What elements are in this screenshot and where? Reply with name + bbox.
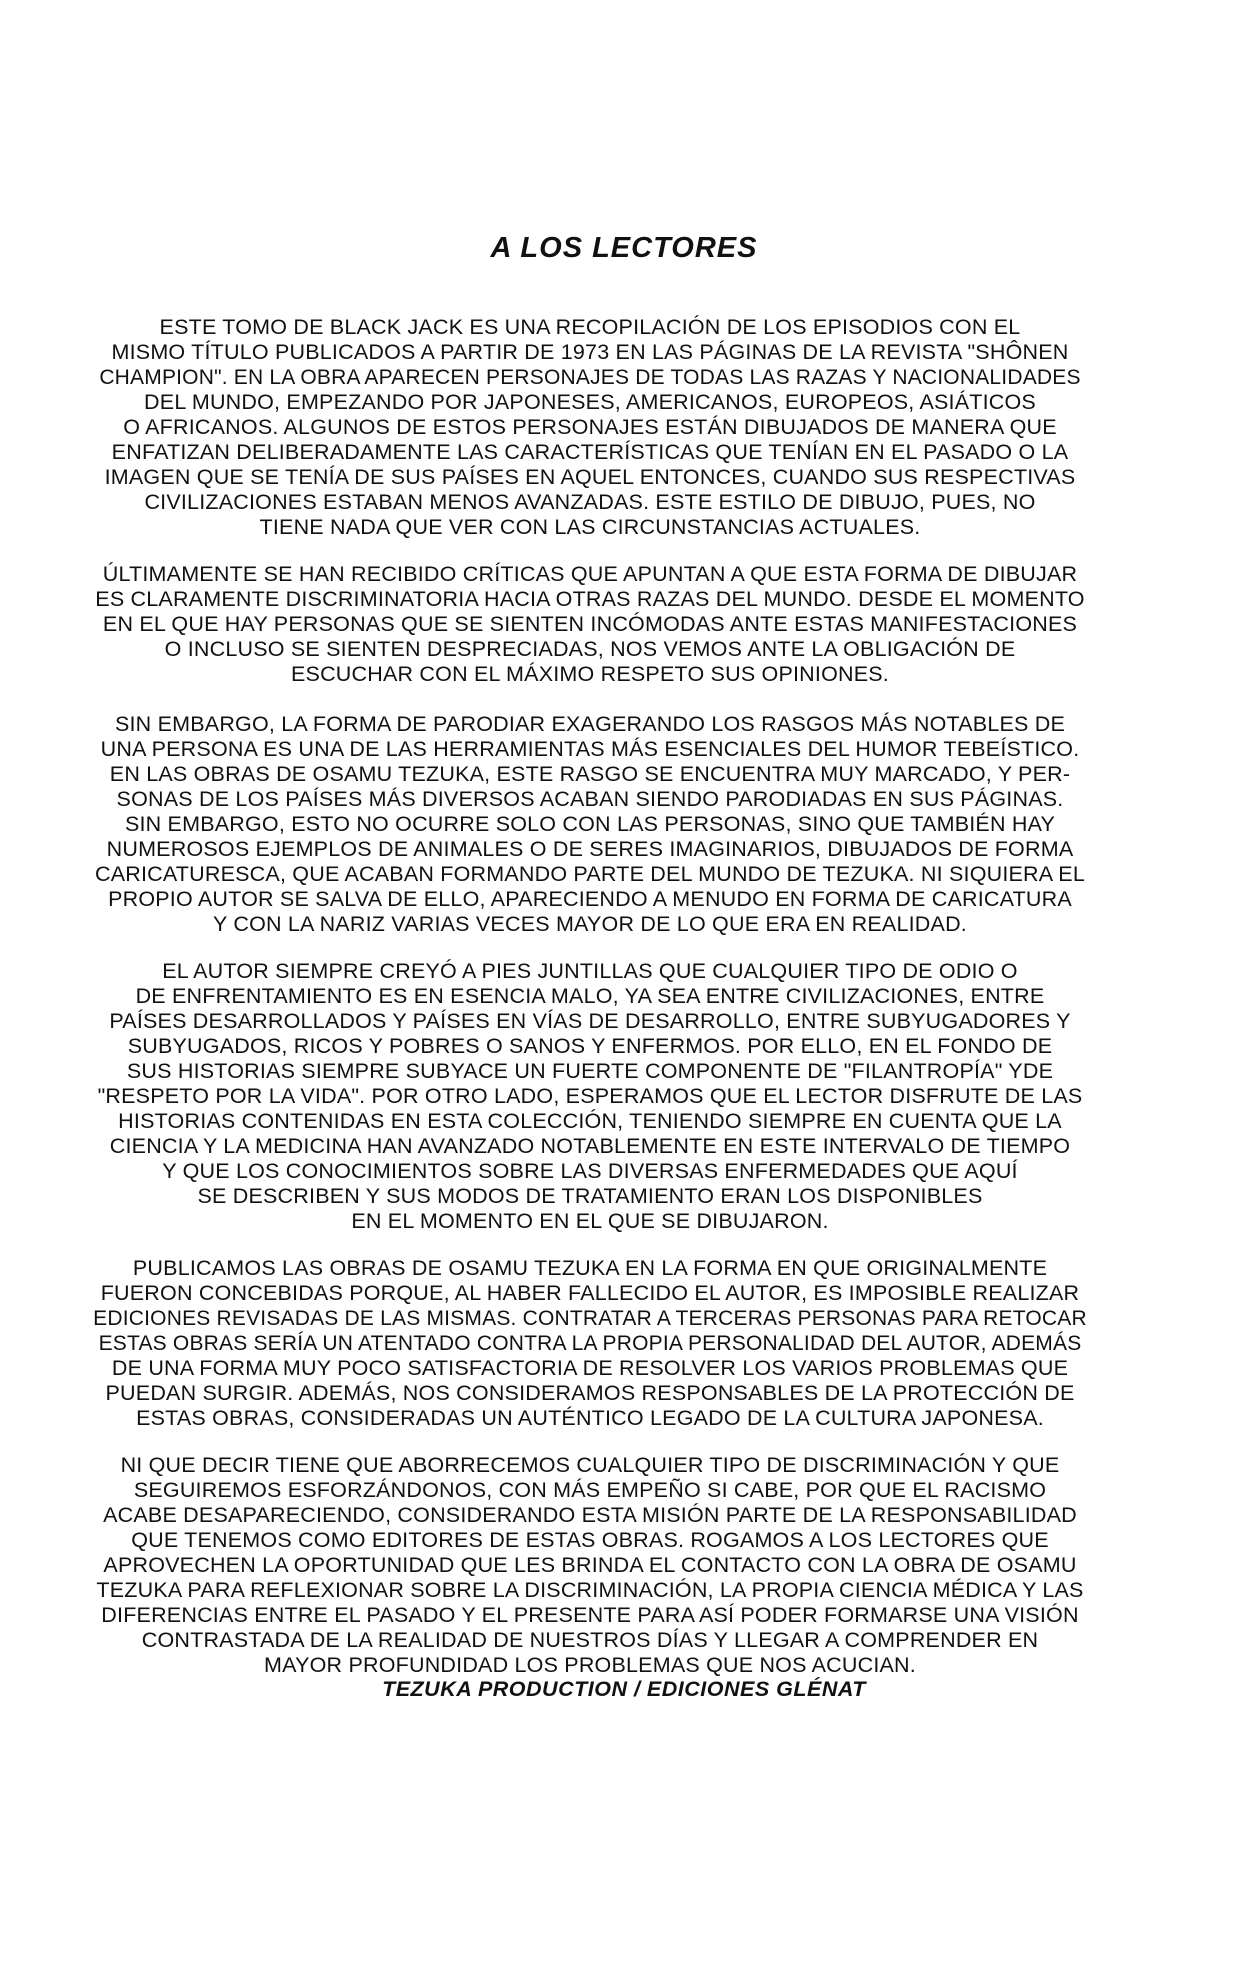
text-line: HISTORIAS CONTENIDAS EN ESTA COLECCIÓN, TENIENDO SIEMPRE EN CUENTA QUE LA	[118, 1109, 1062, 1133]
text-line: SUS HISTORIAS SIEMPRE SUBYACE UN FUERTE COMPONENTE DE "FILANTROPÍA" YDE	[126, 1059, 1054, 1083]
text-line: EN EL QUE HAY PERSONAS QUE SE SIENTEN INCÓMODAS ANTE ESTAS MANIFESTACIONES	[102, 612, 1078, 636]
text-line: DEL MUNDO, EMPEZANDO POR JAPONESES, AMERICANOS, EUROPEOS, ASIÁTICOS	[144, 390, 1036, 414]
text-line: Y CON LA NARIZ VARIAS VECES MAYOR DE LO QUE ERA EN REALIDAD.	[213, 912, 967, 936]
text-line: DE UNA FORMA MUY POCO SATISFACTORIA DE RESOLVER LOS VARIOS PROBLEMAS QUE	[111, 1356, 1069, 1380]
text-line: CONTRASTADA DE LA REALIDAD DE NUESTROS DÍAS Y LLEGAR A COMPRENDER EN	[141, 1628, 1039, 1652]
page-title: A LOS LECTORES	[490, 232, 758, 264]
text-line: ENFATIZAN DELIBERADAMENTE LAS CARACTERÍSTICAS QUE TENÍAN EN EL PASADO O LA	[111, 440, 1069, 464]
text-line: TEZUKA PARA REFLEXIONAR SOBRE LA DISCRIMINACIÓN, LA PROPIA CIENCIA MÉDICA Y LAS	[96, 1578, 1084, 1602]
text-line: MAYOR PROFUNDIDAD LOS PROBLEMAS QUE NOS ACUCIAN.	[264, 1653, 916, 1677]
text-line: PUBLICAMOS LAS OBRAS DE OSAMU TEZUKA EN LA FORMA EN QUE ORIGINALMENTE	[132, 1256, 1048, 1280]
text-line: ESTAS OBRAS SERÍA UN ATENTADO CONTRA LA PROPIA PERSONALIDAD DEL AUTOR, ADEMÁS	[98, 1332, 1082, 1355]
paragraph-1	[90, 315, 1090, 540]
paragraph-5	[90, 1256, 1090, 1431]
text-line: EN EL MOMENTO EN EL QUE SE DIBUJARON.	[351, 1209, 829, 1233]
text-line: O INCLUSO SE SIENTEN DESPRECIADAS, NOS VEMOS ANTE LA OBLIGACIÓN DE	[164, 637, 1016, 661]
text-line: CIVILIZACIONES ESTABAN MENOS AVANZADAS. ESTE ESTILO DE DIBUJO, PUES, NO	[144, 490, 1036, 514]
text-line: UNA PERSONA ES UNA DE LAS HERRAMIENTAS MÁS ESENCIALES DEL HUMOR TEBEÍSTICO.	[100, 737, 1080, 761]
text-line: PROPIO AUTOR SE SALVA DE ELLO, APARECIENDO A MENUDO EN FORMA DE CARICATURA	[108, 887, 1072, 911]
text-line: NI QUE DECIR TIENE QUE ABORRECEMOS CUALQUIER TIPO DE DISCRIMINACIÓN Y QUE	[120, 1453, 1060, 1477]
paragraph-3	[90, 712, 1090, 937]
text-line: SIN EMBARGO, LA FORMA DE PARODIAR EXAGERANDO LOS RASGOS MÁS NOTABLES DE	[114, 712, 1066, 736]
text-line: ESTE TOMO DE BLACK JACK ES UNA RECOPILACIÓN DE LOS EPISODIOS CON EL	[159, 315, 1021, 339]
text-line: MISMO TÍTULO PUBLICADOS A PARTIR DE 1973 EN LAS PÁGINAS DE LA REVISTA "SHÔNEN	[111, 340, 1069, 364]
text-line: EN LAS OBRAS DE OSAMU TEZUKA, ESTE RASGO SE ENCUENTRA MUY MARCADO, Y PER-	[109, 762, 1071, 786]
text-line: CHAMPION". EN LA OBRA APARECEN PERSONAJES DE TODAS LAS RAZAS Y NACIONALIDADES	[99, 366, 1081, 389]
signature: TEZUKA PRODUCTION / EDICIONES GLÉNAT	[382, 1677, 866, 1701]
text-line: EL AUTOR SIEMPRE CREYÓ A PIES JUNTILLAS QUE CUALQUIER TIPO DE ODIO O	[162, 959, 1018, 983]
paragraph-6	[90, 1453, 1090, 1678]
text-line: ACABE DESAPARECIENDO, CONSIDERANDO ESTA MISIÓN PARTE DE LA RESPONSABILIDAD	[103, 1503, 1077, 1527]
text-line: CIENCIA Y LA MEDICINA HAN AVANZADO NOTABLEMENTE EN ESTE INTERVALO DE TIEMPO	[109, 1134, 1071, 1158]
text-line: CARICATURESCA, QUE ACABAN FORMANDO PARTE DEL MUNDO DE TEZUKA. NI SIQUIERA EL	[94, 862, 1086, 886]
text-line: ÚLTIMAMENTE SE HAN RECIBIDO CRÍTICAS QUE APUNTAN A QUE ESTA FORMA DE DIBUJAR	[102, 562, 1078, 586]
text-line: DIFERENCIAS ENTRE EL PASADO Y EL PRESENTE PARA ASÍ PODER FORMARSE UNA VISIÓN	[101, 1603, 1079, 1627]
text-line: SUBYUGADOS, RICOS Y POBRES O SANOS Y ENFERMOS. POR ELLO, EN EL FONDO DE	[127, 1034, 1053, 1058]
paragraph-2	[90, 562, 1090, 687]
text-line: ESCUCHAR CON EL MÁXIMO RESPETO SUS OPINIONES.	[291, 662, 889, 686]
paragraph-4	[90, 959, 1090, 1234]
text-line: O AFRICANOS. ALGUNOS DE ESTOS PERSONAJES ESTÁN DIBUJADOS DE MANERA QUE	[123, 415, 1057, 439]
text-line: APROVECHEN LA OPORTUNIDAD QUE LES BRINDA EL CONTACTO CON LA OBRA DE OSAMU	[103, 1553, 1077, 1577]
text-line: QUE TENEMOS COMO EDITORES DE ESTAS OBRAS. ROGAMOS A LOS LECTORES QUE	[131, 1528, 1049, 1552]
text-line: ESTAS OBRAS, CONSIDERADAS UN AUTÉNTICO LEGADO DE LA CULTURA JAPONESA.	[136, 1406, 1044, 1430]
text-line: PUEDAN SURGIR. ADEMÁS, NOS CONSIDERAMOS RESPONSABLES DE LA PROTECCIÓN DE	[105, 1381, 1075, 1405]
text-line: SONAS DE LOS PAÍSES MÁS DIVERSOS ACABAN SIENDO PARODIADAS EN SUS PÁGINAS.	[116, 787, 1064, 811]
text-line: ES CLARAMENTE DISCRIMINATORIA HACIA OTRAS RAZAS DEL MUNDO. DESDE EL MOMENTO	[95, 587, 1085, 611]
text-line: FUERON CONCEBIDAS PORQUE, AL HABER FALLECIDO EL AUTOR, ES IMPOSIBLE REALIZAR	[100, 1281, 1080, 1305]
text-line: NUMEROSOS EJEMPLOS DE ANIMALES O DE SERES IMAGINARIOS, DIBUJADOS DE FORMA	[106, 837, 1074, 861]
text-line: PAÍSES DESARROLLADOS Y PAÍSES EN VÍAS DE DESARROLLO, ENTRE SUBYUGADORES Y	[109, 1009, 1071, 1033]
text-line: SEGUIREMOS ESFORZÁNDONOS, CON MÁS EMPEÑO SI CABE, POR QUE EL RACISMO	[133, 1478, 1047, 1502]
text-line: "RESPETO POR LA VIDA". POR OTRO LADO, ESPERAMOS QUE EL LECTOR DISFRUTE DE LAS	[97, 1084, 1083, 1108]
text-line: DE ENFRENTAMIENTO ES EN ESENCIA MALO, YA SEA ENTRE CIVILIZACIONES, ENTRE	[135, 984, 1045, 1008]
text-line: Y QUE LOS CONOCIMIENTOS SOBRE LAS DIVERSAS ENFERMEDADES QUE AQUÍ	[162, 1159, 1018, 1183]
text-line: SE DESCRIBEN Y SUS MODOS DE TRATAMIENTO ERAN LOS DISPONIBLES	[197, 1184, 983, 1208]
text-line: IMAGEN QUE SE TENÍA DE SUS PAÍSES EN AQUEL ENTONCES, CUANDO SUS RESPECTIVAS	[104, 465, 1076, 489]
text-line: SIN EMBARGO, ESTO NO OCURRE SOLO CON LAS PERSONAS, SINO QUE TAMBIÉN HAY	[124, 812, 1056, 836]
text-line: EDICIONES REVISADAS DE LAS MISMAS. CONTRATAR A TERCERAS PERSONAS PARA RETOCAR	[93, 1307, 1087, 1330]
text-line: TIENE NADA QUE VER CON LAS CIRCUNSTANCIAS ACTUALES.	[259, 515, 921, 539]
